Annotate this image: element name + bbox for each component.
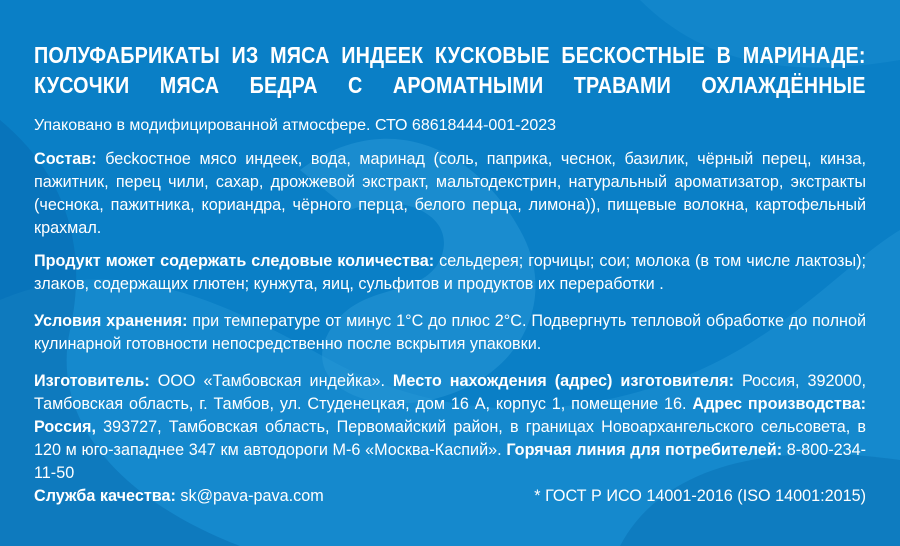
packaging-info: Упаковано в модифицированной атмосфере. СТО 68618444-001-2023: [34, 117, 557, 134]
quality-row: [34, 485, 866, 508]
manufacturer-name: ООО «Тамбовская индейка».: [149, 372, 393, 390]
manufacturer-address: Россия, 392000, Тамбовская область, г. Тамбов, ул. Студенецкая, дом 16 А, корпус 1, помещение 16.: [34, 372, 867, 413]
allergens-label: Продукт может содержать следовые количества:: [34, 252, 435, 270]
manufacturer-label: Изготовитель:: [34, 372, 150, 390]
allergens-block: [34, 250, 866, 296]
title-line-2: КУСОЧКИ МЯСА БЕДРА С АРОМАТНЫМИ ТРАВАМИ ОХЛАЖДЁННЫЕ: [34, 72, 866, 98]
quality-email: sk@pava-pava.com: [175, 487, 324, 505]
composition-label: Состав:: [34, 150, 97, 168]
hotline-number: 8-800-234-11-50: [34, 441, 866, 482]
hotline-label: Горячая линия для потребителей:: [506, 441, 783, 459]
storage-block: [34, 310, 866, 356]
storage-text: при температуре от минус 1°С до плюс 2°С. Подвергнуть тепловой обработке до полной кулинарной готовности непосредственно после вскрытия упаковки.: [34, 312, 866, 353]
composition-text: бесkостное мясо индеек, вода, маринад (соль, паприка, чеснок, базилик, чёрный перец, кинза, пажитник, перец чили, сахар, дрожжевой экстракт, мальтодекстрин, натуральный ароматизатор, экстракты (чеснока, пажитника, кориандра, чёрного перца, белого перца, лимона)), пищевые волокна, картофельный крахмал.: [34, 150, 866, 237]
product-title: [34, 40, 866, 112]
manufacturer-block: [34, 370, 866, 485]
allergens-text: сельдерея; горчицы; сои; молока (в том числе лактозы); злаков, содержащих глютен; кунжута, яиц, сульфитов и продуктов их переработки .: [34, 252, 866, 293]
title-line-1: ПОЛУФАБРИКАТЫ ИЗ МЯСА ИНДЕЕК КУСКОВЫЕ БЕСКОСТНЫЕ В МАРИНАДЕ:: [34, 42, 866, 68]
composition-block: [34, 148, 866, 240]
production-address-label: Адрес производства: Россия,: [34, 395, 866, 436]
manufacturer-address-label: Место нахождения (адрес) изготовителя:: [392, 372, 734, 390]
production-address: 393727, Тамбовская область, Первомайский район, в границах Новоархангельского сельсовета, в 120 м юго-западнее 347 км автодороги М-6 «Москва-Каспий».: [34, 418, 866, 459]
standard-note: * ГОСТ Р ИСО 14001-2016 (ISO 14001:2015): [534, 487, 866, 505]
quality-label: Служба качества:: [34, 487, 176, 505]
quality-service: [34, 485, 324, 508]
storage-label: Условия хранения:: [34, 312, 188, 330]
